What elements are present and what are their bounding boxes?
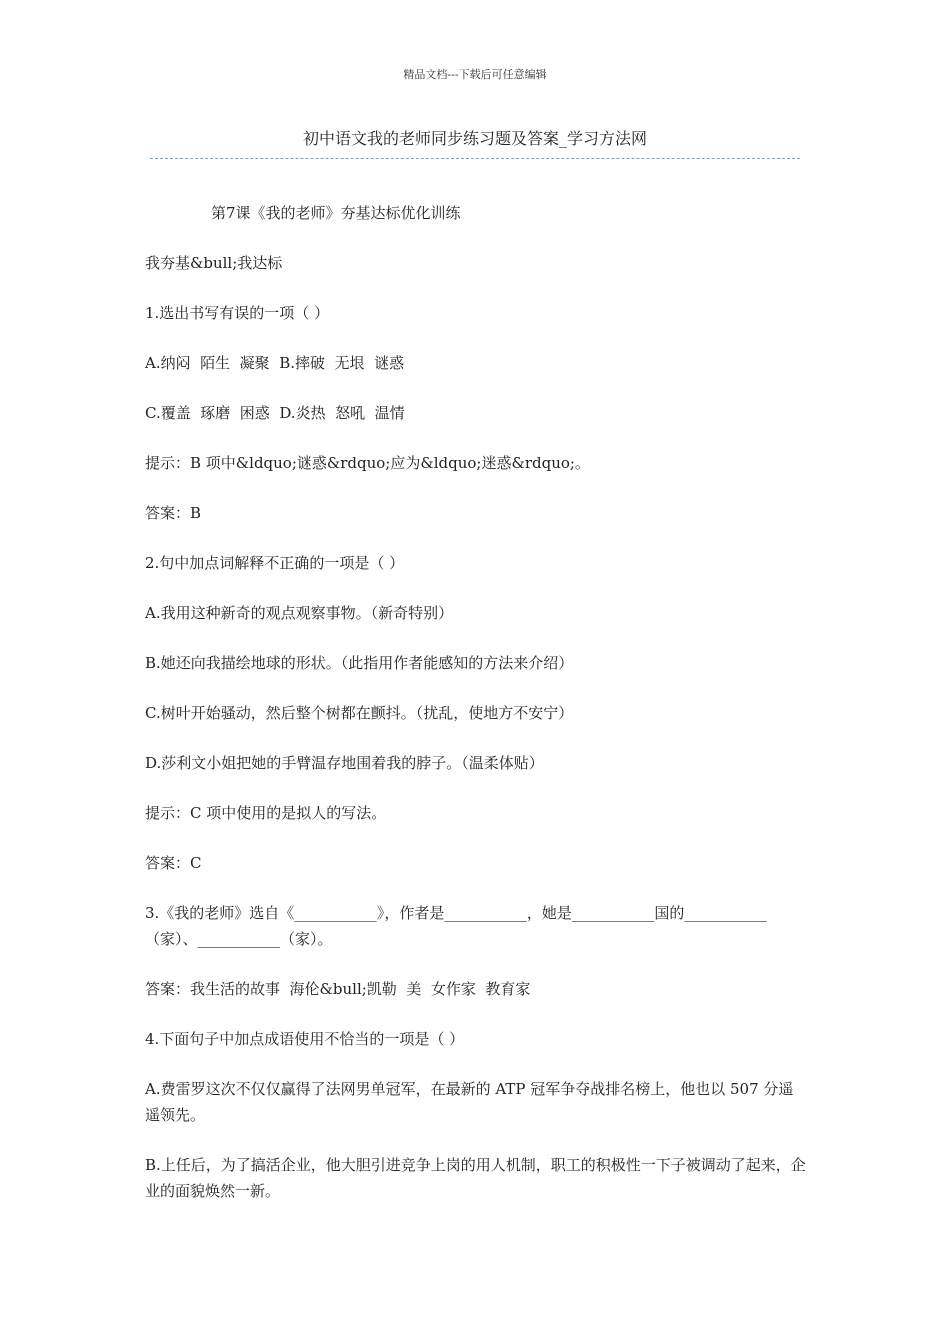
question-1-option-ab: A.纳闷 陌生 凝聚 B.摔破 无垠 谜惑 xyxy=(145,354,405,372)
question-1-option-cd: C.覆盖 琢磨 困惑 D.炎热 怒吼 温情 xyxy=(145,404,405,422)
question-4-option-b: B.上任后，为了搞活企业，他大胆引进竞争上岗的用人机制，职工的积极性一下子被调动了起来，企业的面貌焕然一新。 xyxy=(145,1156,806,1200)
lesson-heading: 第7课《我的老师》夯基达标优化训练 xyxy=(211,204,461,222)
question-2: 2.句中加点词解释不正确的一项是（ ） xyxy=(145,554,405,572)
question-2-option-d: D.莎利文小姐把她的手臂温存地围着我的脖子。（温柔体贴） xyxy=(145,754,544,772)
question-2-option-c: C.树叶开始骚动，然后整个树都在颤抖。（扰乱，使地方不安宁） xyxy=(145,704,574,722)
question-4: 4.下面句子中加点成语使用不恰当的一项是（ ） xyxy=(145,1030,465,1048)
header-note: 精品文档---下载后可任意编辑 xyxy=(403,68,547,81)
question-2-option-a: A.我用这种新奇的观点观察事物。（新奇特别） xyxy=(145,604,454,622)
question-2-answer: 答案：C xyxy=(145,854,202,872)
question-2-hint: 提示：C 项中使用的是拟人的写法。 xyxy=(145,804,387,822)
question-4-option-a: A.费雷罗这次不仅仅赢得了法网男单冠军，在最新的 ATP 冠军争夺战排名榜上，他也以 507 分遥遥领先。 xyxy=(145,1080,794,1124)
question-3-answer: 答案：我生活的故事 海伦&bull;凯勒 美 女作家 教育家 xyxy=(145,980,531,998)
question-2-option-b: B.她还向我描绘地球的形状。（此指用作者能感知的方法来介绍） xyxy=(145,654,574,672)
question-1-answer: 答案：B xyxy=(145,504,202,522)
document-body xyxy=(145,200,807,1204)
question-3: 3.《我的老师》选自《___________》，作者是___________，她是___________国的___________（家）、___________（家）。 xyxy=(145,904,767,948)
question-1: 1.选出书写有误的一项（ ） xyxy=(145,304,330,322)
document-title: 初中语文我的老师同步练习题及答案_学习方法网 xyxy=(302,129,647,148)
question-1-hint: 提示：B 项中&ldquo;谜惑&rdquo;应为&ldquo;迷惑&rdquo;。 xyxy=(145,454,590,472)
title-divider xyxy=(150,158,800,159)
section-heading: 我夯基&bull;我达标 xyxy=(145,254,283,272)
